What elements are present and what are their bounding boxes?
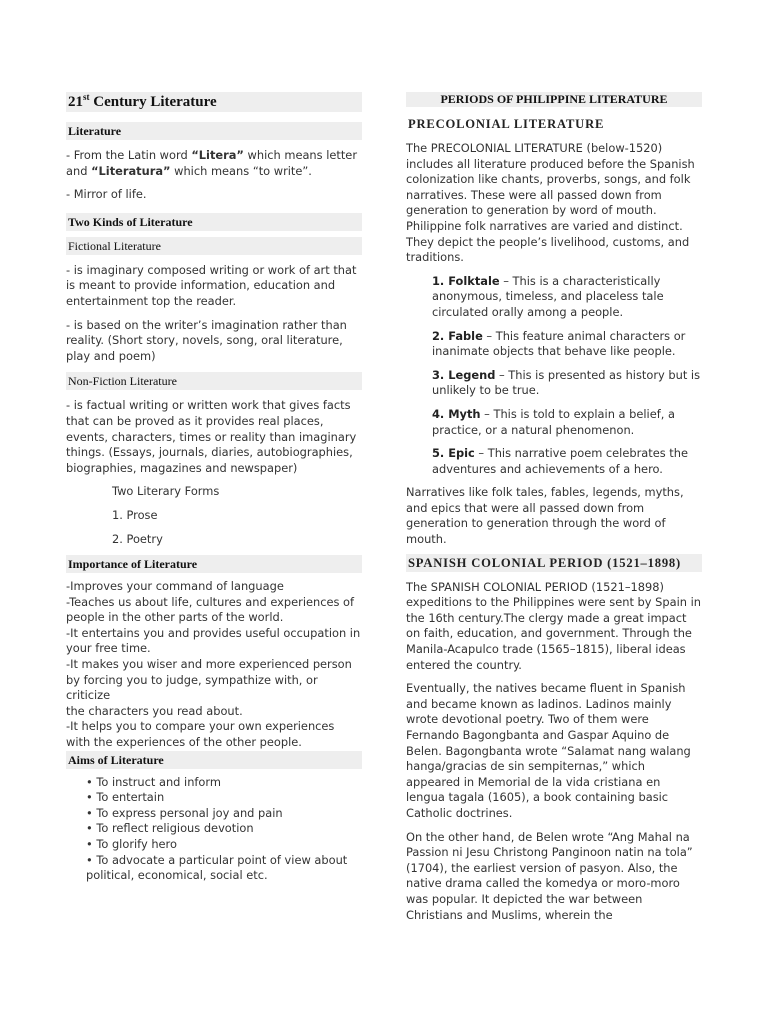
aims-list [66,775,362,884]
aims-item: • To entertain [86,790,165,805]
nonfiction-heading: Non-Fiction Literature [66,372,362,390]
aims-item: • To instruct and inform [86,774,221,789]
spanish-heading: SPANISH COLONIAL PERIOD (1521–1898) [406,554,702,572]
importance-line: -Teaches us about life, cultures and experiences of people in the other parts of the world. [66,594,355,625]
fiction-heading: Fictional Literature [66,237,362,255]
aims-item: • To reflect religious devotion [86,821,254,836]
importance-list [66,579,362,751]
importance-heading: Importance of Literature [66,555,362,573]
form-prose: 1. Prose [112,507,158,522]
precolonial-paragraph-2: Narratives like folk tales, fables, legends, myths, and epics that were all passed down from generation to generation through the word of mouth. [406,485,684,547]
narrative-item: 4. Myth – This is told to explain a belief, a practice, or a natural phenomenon. [432,406,675,437]
precolonial-paragraph-1: The PRECOLONIAL LITERATURE (below-1520) includes all literature produced before the Spanish colonization like chants, proverbs, songs, and folk narratives. These were all passed down from generation to generation by word of mouth. Philippine folk narratives are varied and distinct. They depict the people’s livelihood, customs, and traditions. [406,141,695,265]
periods-heading: PERIODS OF PHILIPPINE LITERATURE [406,92,702,107]
literary-forms-label: Two Literary Forms [112,484,220,499]
spanish-paragraph-1: The SPANISH COLONIAL PERIOD (1521–1898) expeditions to the Philippines were sent by Spain in the 16th century.The clergy made a great impact on faith, education, and government. Through the Manila-Acapulco trade (1565–1815), liberal ideas entered the country. [406,579,701,672]
importance-line: -It helps you to compare your own experiences with the experiences of the other people. [66,719,335,750]
narrative-item: 3. Legend – This is presented as history but is unlikely to be true. [432,367,701,398]
literature-mirror: - Mirror of life. [66,187,147,202]
right-column [406,92,702,923]
fiction-paragraph-1: - is imaginary composed writing or work of art that is meant to provide information, education and entertainment top the reader. [66,262,357,308]
document-title: 21st Century Literature [66,92,362,112]
nonfiction-paragraph: - is factual writing or written work that gives facts that can be proved as it provides real places, events, characters, times or reality than imaginary things. (Essays, journals, diaries, autobiographies, biographies, magazines and newspaper) [66,398,357,475]
precolonial-heading: PRECOLONIAL LITERATURE [408,117,605,131]
importance-line: -It makes you wiser and more experienced person by forcing you to judge, sympathize with, or criticize [66,657,352,703]
left-column [66,92,362,884]
fiction-paragraph-2: - is based on the writer’s imagination rather than reality. (Short story, novels, song, oral literature, play and poem) [66,317,347,363]
narrative-item: 2. Fable – This feature animal characters or inanimate objects that behave like people. [432,328,686,359]
importance-line: -Improves your command of language [66,579,284,594]
aims-heading: Aims of Literature [66,751,362,769]
kinds-heading: Two Kinds of Literature [66,213,362,231]
narrative-list [406,274,702,478]
spanish-paragraph-3: On the other hand, de Belen wrote “Ang Mahal na Passion ni Jesu Christong Panginoon natin na tola” (1704), the earliest version of pasyon. Also, the native drama called the komedya or moro-moro was popular. It depicted the war between Christians and Muslims, wherein the [406,829,693,922]
narrative-item: 5. Epic – This narrative poem celebrates the adventures and achievements of a hero. [432,446,688,476]
aims-item: • To glorify hero [86,837,177,851]
literature-definition: - From the Latin word “Litera” which means letter and “Literatura” which means “to write”. [66,148,357,178]
narrative-item: 1. Folktale – This is a characteristically anonymous, timeless, and placeless tale circulated orally among a people. [432,273,664,319]
aims-item: • To express personal joy and pain [86,805,283,820]
literature-heading: Literature [66,122,362,140]
importance-line: -It entertains you and provides useful occupation in your free time. [66,625,361,656]
importance-line: the characters you read about. [66,703,243,718]
spanish-paragraph-2: Eventually, the natives became fluent in Spanish and became known as ladinos. Ladinos mainly wrote devotional poetry. Two of them were Fernando Bagongbanta and Gaspar Aquino de Belen. Bagongbanta wrote “Salamat nang walang hanga/gracias de sin sempiternas,” which appeared in Memorial de la vida cristiana en lengua tagala (1605), a book containing basic Catholic doctrines. [406,681,691,820]
form-poetry: 2. Poetry [112,531,163,546]
aims-item: • To advocate a particular point of view about political, economical, social etc. [86,852,348,883]
